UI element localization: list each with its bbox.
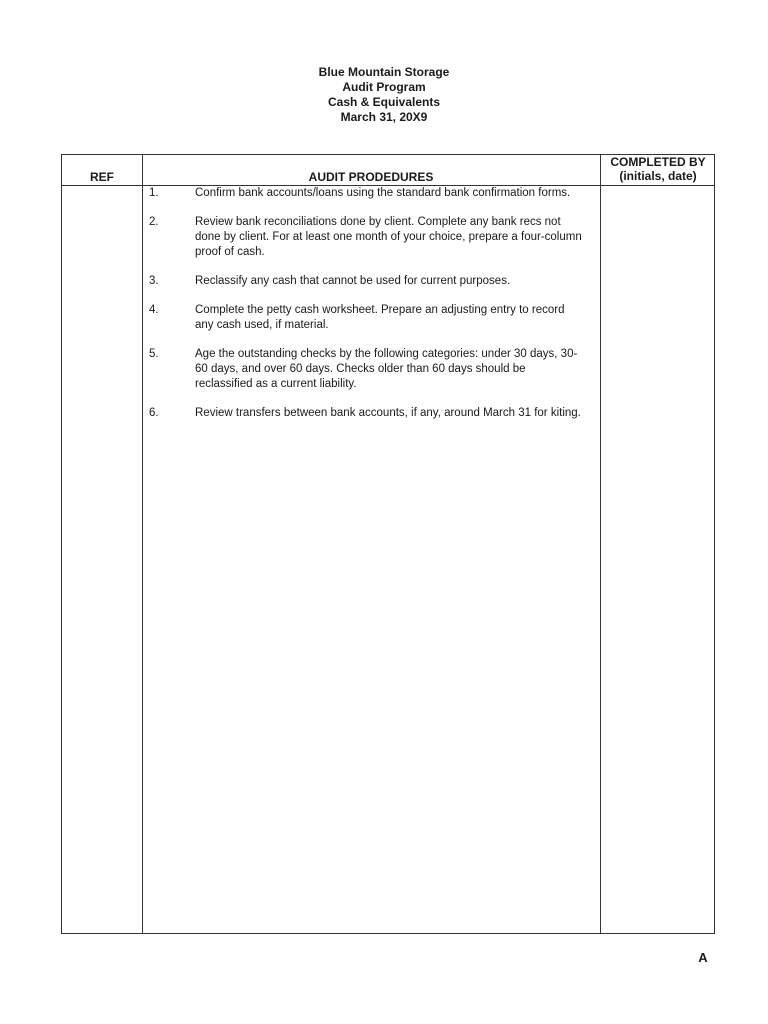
procedure-item	[142, 274, 600, 289]
procedure-text: Confirm bank accounts/loans using the standard bank confirmation forms.	[195, 187, 571, 199]
procedure-list	[142, 186, 600, 435]
procedure-number: 1.	[149, 187, 159, 199]
company-name: Blue Mountain Storage	[318, 65, 450, 79]
document-title: Audit Program	[342, 80, 426, 94]
procedure-item	[142, 186, 600, 201]
document-date: March 31, 20X9	[340, 110, 428, 124]
page-marker: A	[698, 950, 708, 965]
procedure-number: 4.	[149, 304, 159, 316]
procedure-item	[142, 215, 600, 260]
procedures-column-header: AUDIT PRODEDURES	[308, 170, 434, 184]
procedure-number: 5.	[149, 348, 159, 360]
procedure-number: 6.	[149, 407, 159, 419]
procedure-text: Complete the petty cash worksheet. Prepare an adjusting entry to record any cash used, if material.	[195, 304, 565, 331]
procedure-text: Age the outstanding checks by the following categories: under 30 days, 30-60 days, and over 60 days. Checks older than 60 days should be reclassified as a current liability.	[195, 348, 578, 390]
procedure-item	[142, 406, 600, 421]
procedure-text: Review bank reconciliations done by client. Complete any bank recs not done by client. For at least one month of your choice, prepare a four-column proof of cash.	[195, 216, 582, 258]
section-title: Cash & Equivalents	[327, 95, 441, 109]
completed-by-label: COMPLETED BY	[610, 155, 706, 169]
procedure-item	[142, 347, 600, 392]
procedure-number: 3.	[149, 275, 159, 287]
completed-by-column-header	[600, 155, 716, 183]
procedure-item	[142, 303, 600, 333]
procedure-text: Reclassify any cash that cannot be used for current purposes.	[195, 275, 511, 287]
document-header	[0, 65, 768, 125]
completed-by-sublabel: (initials, date)	[619, 169, 697, 183]
completed-column-divider	[600, 155, 601, 933]
ref-column-header: REF	[90, 170, 114, 184]
procedure-number: 2.	[149, 216, 159, 228]
audit-program-table	[61, 154, 715, 934]
procedure-text: Review transfers between bank accounts, if any, around March 31 for kiting.	[195, 407, 581, 419]
